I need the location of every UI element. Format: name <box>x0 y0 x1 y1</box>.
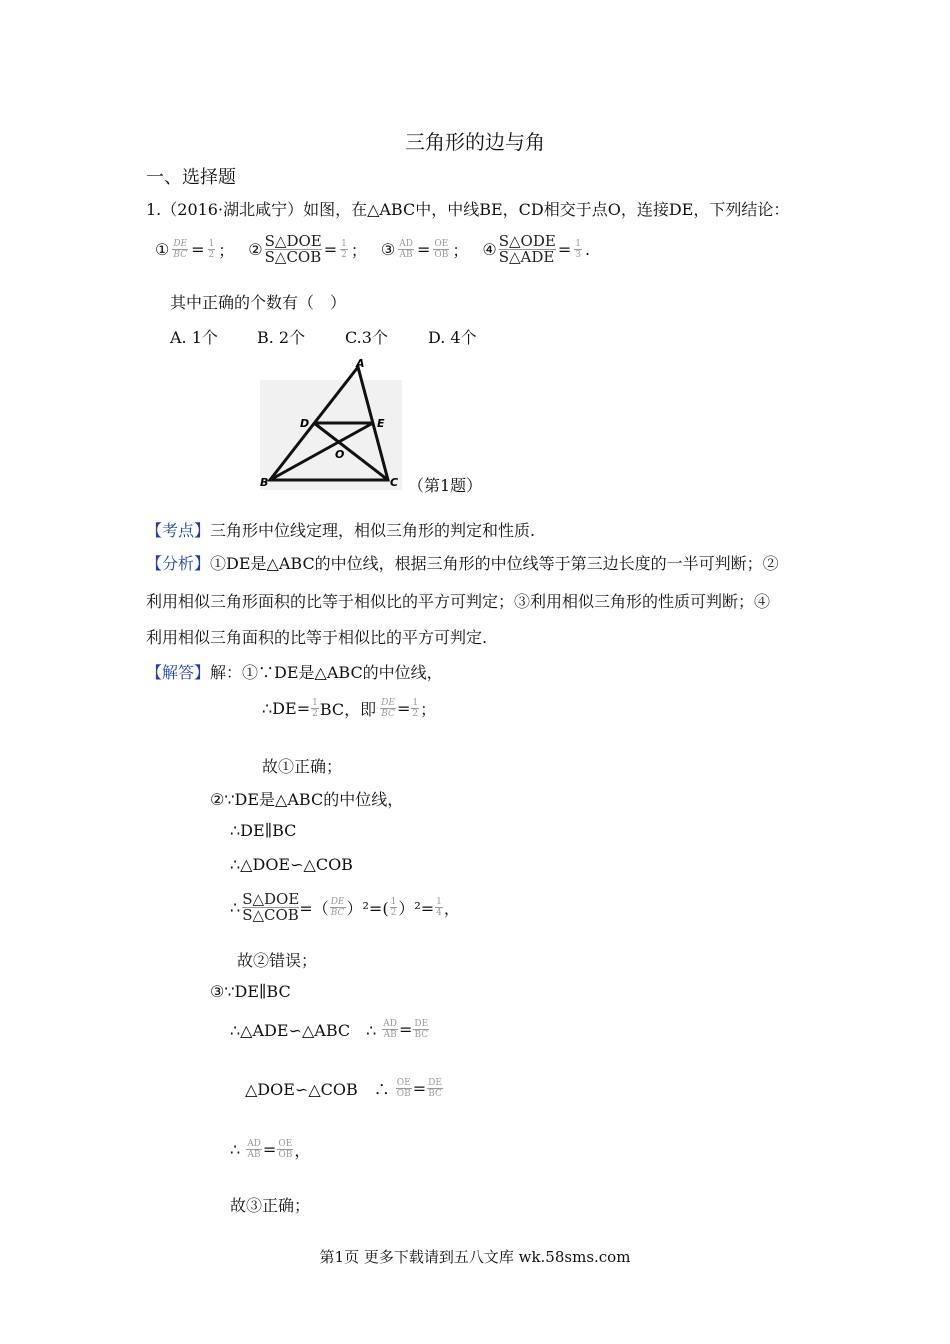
s12-num: AD <box>247 1139 261 1149</box>
s2-a: ∴DE= <box>262 699 311 718</box>
s12-eq: = <box>262 1140 277 1159</box>
label-e: E <box>377 417 385 430</box>
jieda-line-10 <box>230 1018 430 1041</box>
fenxi-line-2: 利用相似三角形面积的比等于相似比的平方可判定；③利用相似三角形的性质可判断；④ <box>146 592 771 611</box>
s7-h-den: 4 <box>436 908 442 918</box>
c2-rhs-den: 2 <box>341 250 347 260</box>
conclusions-row: ① $\frac{DE}{BC}$ = $\frac{1}{2}$ ； ② S△DOE S△COB = $\frac{1}{2}$ ； ③ $\frac{AD}{AB}$ = $\frac{OE}{OB}$ ； ④ S△ODE S△ADE = $\frac{1}{3}$ . <box>155 232 591 266</box>
s11-rden: BC <box>428 1089 442 1099</box>
s7-den: S△COB <box>242 906 299 924</box>
jieda-line-1 <box>146 660 443 683</box>
c1-end: ； <box>218 241 235 260</box>
jieda-line-12 <box>230 1138 310 1161</box>
c2-end: ； <box>350 241 367 260</box>
fenxi-text-1: ①DE是△ABC的中位线，根据三角形的中位线等于第三边长度的一半可判断；② <box>210 554 779 573</box>
c4-num: S△ODE <box>498 232 556 250</box>
fenxi-tag: 【分析】 <box>146 554 211 573</box>
section-heading: 一、选择题 <box>146 167 236 188</box>
jieda-s4: ②∵DE是△ABC的中位线， <box>210 790 404 809</box>
s7-num: S△DOE <box>242 890 300 908</box>
s7-g-den: 2 <box>390 908 397 918</box>
jieda-s5: ∴DE∥BC <box>230 821 297 840</box>
c3-rhs-num: OE <box>434 239 449 249</box>
jieda-line-2: ∴DE= $\frac{1}{2}$ BC，即 $\frac{DE}{BC}$ = $\frac{1}{2}$ ； <box>262 698 437 719</box>
s2-rhs-den: 2 <box>412 709 419 719</box>
s7-h-num: 1 <box>436 897 442 907</box>
s12-a: ∴ <box>230 1140 241 1159</box>
c4-den: S△ADE <box>498 248 555 266</box>
s2-half-num: 1 <box>312 698 318 708</box>
kaodian-tag: 【考点】 <box>146 521 211 540</box>
s11-a: △DOE∽△COB ∴ <box>245 1080 390 1099</box>
s10-rden: BC <box>414 1030 429 1040</box>
question-prompt: 其中正确的个数有（ ） <box>170 293 347 312</box>
jieda-tag: 【解答】 <box>146 663 211 682</box>
triangle-figure <box>258 355 408 495</box>
c1-rhs-num: 1 <box>208 239 215 249</box>
option-a: A. 1个 <box>170 328 218 347</box>
s10-eq: = <box>399 1020 413 1039</box>
label-b: B <box>260 476 269 489</box>
label-a: A <box>356 357 365 370</box>
fenxi-line-3: 利用相似三角面积的比等于相似比的平方可判定. <box>146 628 488 647</box>
c2-num: S△DOE <box>264 232 322 250</box>
s12-end: ， <box>294 1141 311 1160</box>
option-b: B. 2个 <box>257 328 306 347</box>
jieda-s9: ③∵DE∥BC <box>210 982 291 1001</box>
kaodian-text: 三角形中位线定理，相似三角形的判定和性质. <box>210 521 536 540</box>
c4-end: . <box>584 240 591 259</box>
c2-den: S△COB <box>264 248 322 266</box>
figure-caption: （第1题） <box>408 476 483 495</box>
c1-label: ① <box>155 240 170 259</box>
s2-den: BC <box>381 709 395 719</box>
c3-num: AD <box>399 239 413 249</box>
s7-f-den: BC <box>330 908 345 918</box>
c2-rhs-num: 1 <box>341 239 347 249</box>
page-footer: 第1页 更多下载请到五八文库 wk.58sms.com <box>319 1248 631 1266</box>
jieda-s8: 故②错误； <box>237 951 318 970</box>
c3-rhs-den: OB <box>434 250 449 260</box>
option-d: D. 4个 <box>428 328 477 347</box>
jieda-s13: 故③正确； <box>230 1196 311 1215</box>
s11-rnum: DE <box>428 1078 442 1088</box>
label-o: O <box>335 448 345 461</box>
option-c: C.3个 <box>345 328 388 347</box>
s7-d: ）²= <box>398 899 435 918</box>
jieda-line-11 <box>245 1077 444 1100</box>
jieda-s3: 故①正确； <box>262 757 343 776</box>
c3-end: ； <box>452 241 469 260</box>
c4-label: ④ <box>482 240 497 259</box>
c1-den: BC <box>173 250 188 260</box>
jieda-line-7 <box>230 892 460 923</box>
jieda-s1: 解：①∵DE是△ABC的中位线， <box>210 663 443 682</box>
s2-c: ； <box>420 700 437 719</box>
kaodian-line <box>146 518 535 541</box>
s10-den: AB <box>383 1030 397 1040</box>
s12-rnum: OE <box>278 1139 293 1149</box>
jieda-s6: ∴△DOE∽△COB <box>230 855 353 874</box>
s12-den: AB <box>247 1150 261 1160</box>
s10-num: AD <box>383 1019 398 1029</box>
s10-a: ∴△ADE∽△ABC ∴ <box>230 1021 377 1040</box>
c2-label: ② <box>248 240 263 259</box>
s7-g-num: 1 <box>390 897 397 907</box>
page-title: 三角形的边与角 <box>405 130 545 154</box>
s7-f-num: DE <box>330 897 345 907</box>
question-stem: 1.（2016·湖北咸宁）如图，在△ABC中，中线BE，CD相交于点O，连接DE，下列结论： <box>146 200 790 219</box>
c4-rhs-den: 3 <box>575 250 581 260</box>
s7-b: =（ <box>299 899 329 918</box>
s7-c: ）²=( <box>346 899 389 918</box>
s2-rhs-num: 1 <box>412 698 419 708</box>
s10-rnum: DE <box>414 1019 429 1029</box>
c3-label: ③ <box>380 240 396 259</box>
s11-eq: = <box>412 1079 427 1098</box>
c4-rhs-num: 1 <box>575 239 581 249</box>
c1-rhs-den: 2 <box>208 250 215 260</box>
label-c: C <box>390 476 399 489</box>
s7-a: ∴ <box>230 898 241 917</box>
label-d: D <box>300 417 310 430</box>
c1-num: DE <box>173 239 188 249</box>
c3-den: AB <box>399 250 413 260</box>
s11-num: OE <box>396 1078 411 1088</box>
s12-rden: OB <box>278 1150 293 1160</box>
s11-den: OB <box>396 1089 411 1099</box>
s7-e: ， <box>443 899 460 918</box>
s2-b: BC，即 <box>319 700 377 719</box>
s2-num: DE <box>381 698 395 708</box>
fenxi-line-1 <box>146 551 779 574</box>
s2-half-den: 2 <box>312 709 318 719</box>
